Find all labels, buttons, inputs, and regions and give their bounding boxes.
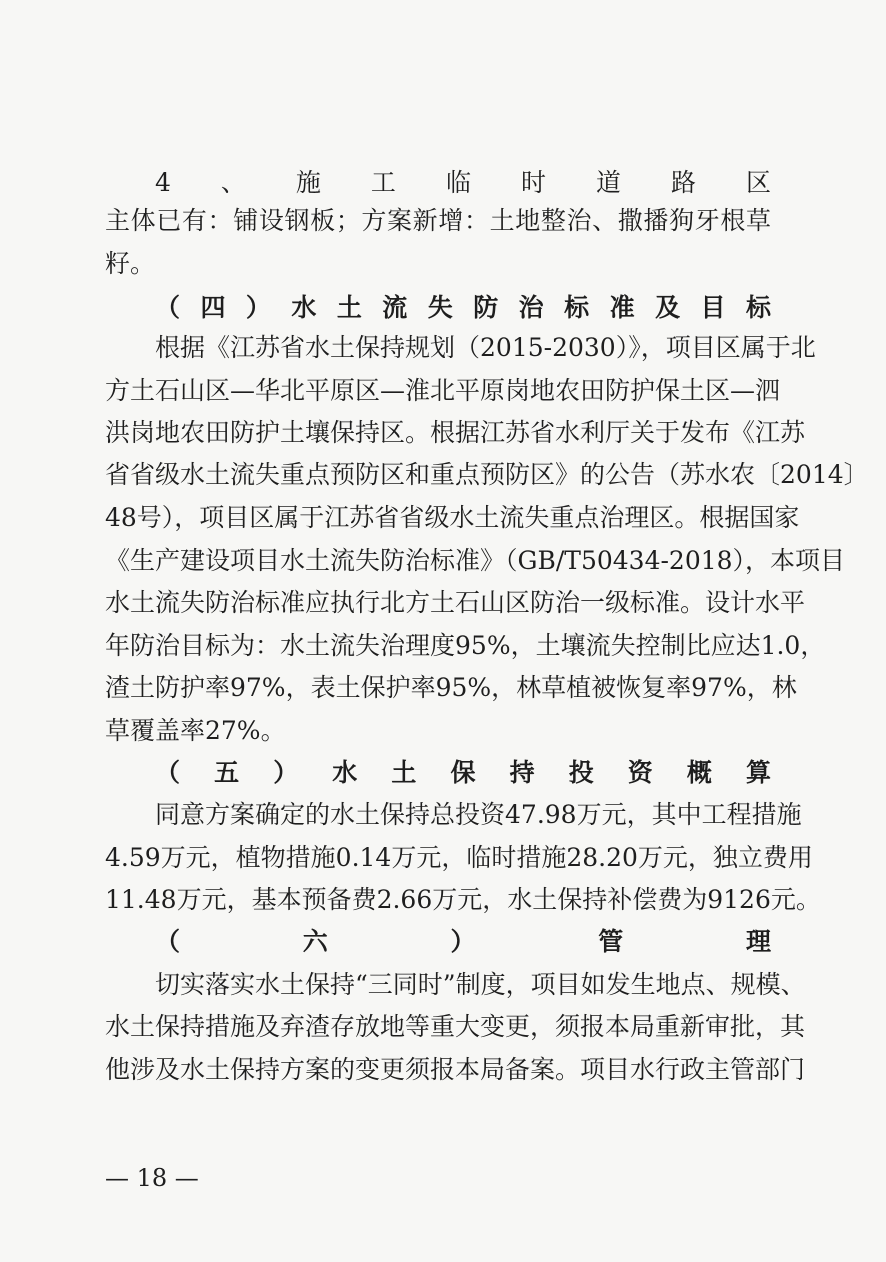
paragraph-line: 洪岗地农田防护土壤保持区。根据江苏省水利厅关于发布《江苏 (105, 418, 806, 447)
paragraph-line: 4.59万元，植物措施0.14万元，临时措施28.20万元，独立费用 (105, 843, 813, 872)
paragraph-line: 年防治目标为：水土流失治理度95%，土壤流失控制比应达1.0， (105, 631, 826, 660)
paragraph-line: 水土流失防治标准应执行北方土石山区防治一级标准。设计水平 (105, 588, 806, 617)
section-heading-investment: （五）水土保持投资概算 (155, 758, 771, 787)
paragraph-line: 水土保持措施及弃渣存放地等重大变更，须报本局重新审批，其 (105, 1012, 806, 1041)
paragraph-line: 主体已有：铺设钢板；方案新增：土地整治、撒播狗牙根草 (105, 206, 771, 235)
paragraph-line: 同意方案确定的水土保持总投资47.98万元，其中工程措施 (155, 800, 802, 829)
paragraph-line: 他涉及水土保持方案的变更须报本局备案。项目水行政主管部门 (105, 1055, 806, 1084)
paragraph-line: 渣土防护率97%，表土保护率95%，林草植被恢复率97%，林 (105, 673, 797, 702)
paragraph-line: 籽。 (105, 249, 156, 278)
paragraph-line: 《生产建设项目水土流失防治标准》（GB/T50434-2018），本项目 (105, 546, 846, 575)
section-item-road: 4、施工临时道路区 (155, 168, 771, 197)
paragraph-line: 48号），项目区属于江苏省省级水土流失重点治理区。根据国家 (105, 503, 800, 532)
page-number: — 18 — (105, 1164, 199, 1192)
paragraph-line: 草覆盖率27%。 (105, 716, 286, 745)
section-heading-management: （六）管理 (155, 927, 771, 956)
section-heading-standards: （四）水土流失防治标准及目标 (155, 293, 771, 322)
paragraph-line: 方土石山区—华北平原区—淮北平原岗地农田防护保土区—泗 (105, 376, 781, 405)
paragraph-line: 11.48万元，基本预备费2.66万元，水土保持补偿费为9126元。 (105, 885, 821, 914)
paragraph-line: 省省级水土流失重点预防区和重点预防区》的公告（苏水农〔2014〕 (105, 460, 869, 489)
paragraph-line: 切实落实水土保持“三同时”制度，项目如发生地点、规模、 (155, 970, 806, 999)
paragraph-line: 根据《江苏省水土保持规划（2015-2030）》，项目区属于北 (155, 333, 816, 362)
